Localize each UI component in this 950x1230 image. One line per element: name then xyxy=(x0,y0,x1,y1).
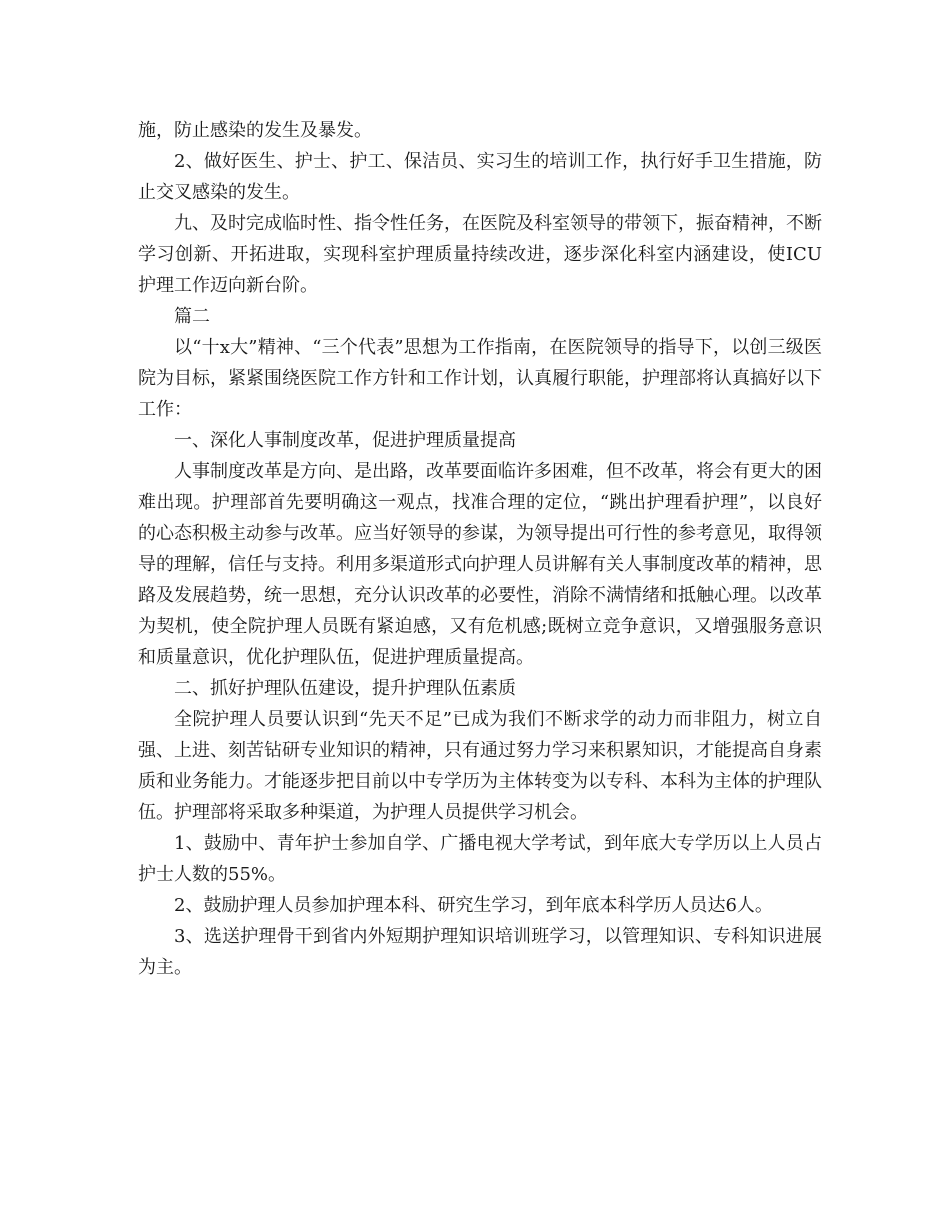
document-body xyxy=(138,115,822,983)
heading-team-building: 二、抓好护理队伍建设，提升护理队伍素质 xyxy=(174,678,516,699)
paragraph-temporary-tasks: 九、及时完成临时性、指令性任务，在医院及科室领导的带领下，振奋精神，不断学习创新、开拓进取，实现科室护理质量持续改进，逐步深化科室内涵建设，使ICU护理工作迈向新台阶。 xyxy=(138,213,822,296)
heading-personnel-reform: 一、深化人事制度改革，促进护理质量提高 xyxy=(174,430,516,451)
section-heading-part-two: 篇二 xyxy=(174,306,210,327)
list-item-undergraduate-study: 2、鼓励护理人员参加护理本科、研究生学习，到年底本科学历人员达6人。 xyxy=(174,895,773,916)
list-item-training-courses: 3、选送护理骨干到省内外短期护理知识培训班学习，以管理知识、专科知识进展为主。 xyxy=(138,926,822,978)
list-item-self-study: 1、鼓励中、青年护士参加自学、广播电视大学考试，到年底大专学历以上人员占护士人数的55%。 xyxy=(138,833,822,885)
paragraph-personnel-reform: 人事制度改革是方向、是出路，改革要面临许多困难，但不改革，将会有更大的困难出现。护理部首先要明确这一观点，找准合理的定位，“跳出护理看护理”，以良好的心态积极主动参与改革。应当好领导的参谋，为领导提出可行性的参考意见，取得领导的理解，信任与支持。利用多渠道形式向护理人员讲解有关人事制度改革的精神，思路及发展趋势，统一思想，充分认识改革的必要性，消除不满情绪和抵触心理。以改革为契机，使全院护理人员既有紧迫感，又有危机感;既树立竞争意识，又增强服务意识和质量意识，优化护理队伍，促进护理质量提高。 xyxy=(138,461,822,668)
paragraph-hand-hygiene-training: 2、做好医生、护士、护工、保洁员、实习生的培训工作，执行好手卫生措施，防止交叉感染的发生。 xyxy=(138,151,822,203)
paragraph-continuation: 施，防止感染的发生及暴发。 xyxy=(138,120,372,141)
paragraph-guiding-principles: 以“十x大”精神、“三个代表”思想为工作指南，在医院领导的指导下，以创三级医院为目标，紧紧围绕医院工作方针和工作计划，认真履行职能，护理部将认真搞好以下工作： xyxy=(138,337,822,420)
paragraph-team-building: 全院护理人员要认识到“先天不足”已成为我们不断求学的动力而非阻力，树立自强、上进、刻苦钻研专业知识的精神，只有通过努力学习来积累知识，才能提高自身素质和业务能力。才能逐步把目前以中专学历为主体转变为以专科、本科为主体的护理队伍。护理部将采取多种渠道，为护理人员提供学习机会。 xyxy=(138,709,822,823)
